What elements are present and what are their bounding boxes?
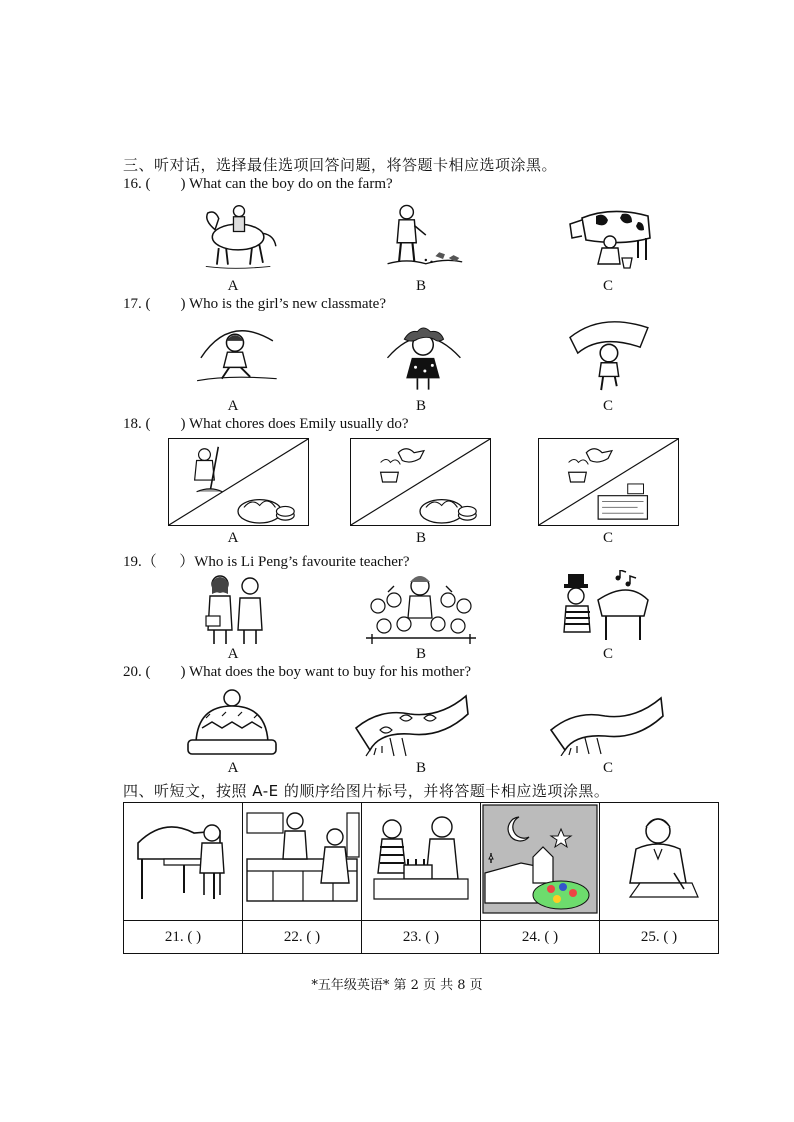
patterned-scarf-icon [350, 688, 472, 758]
family-cooking-icon [243, 803, 362, 921]
girl-jumping-rope-short-hair-icon [190, 320, 280, 392]
option-b: B [415, 760, 426, 776]
boy-feeding-chickens-icon [378, 200, 466, 274]
boy-milking-cow-icon [558, 198, 658, 274]
label-22: 22. ( ) [243, 921, 362, 954]
question-19: 19.（ ）Who is Li Peng’s favourite teacher? [123, 554, 410, 570]
girl-curly-hair-icon [380, 320, 466, 392]
question-20: 20. ( ) What does the boy want to buy for his mother? [123, 664, 471, 680]
girl-playing-piano-icon [124, 803, 243, 921]
option-a: A [227, 646, 239, 662]
option-a: A [227, 530, 239, 546]
option-c: C [602, 398, 613, 414]
option-a: A [227, 760, 239, 776]
label-23: 23. ( ) [362, 921, 481, 954]
night-park-icon [481, 803, 600, 921]
label-21: 21. ( ) [124, 921, 243, 954]
knit-hat-icon [182, 688, 282, 758]
section4-heading: 四、听短文，按照 A-E 的顺序给图片标号，并将答题卡相应选项涂黑。 [123, 782, 610, 800]
option-b: B [415, 646, 426, 662]
option-b: B [415, 398, 426, 414]
page-footer: *五年级英语* 第 2 页 共 8 页 [311, 978, 483, 993]
girl-jumping-rope-icon [562, 318, 652, 392]
option-a: A [227, 278, 239, 294]
option-c: C [602, 646, 613, 662]
option-c: C [602, 760, 613, 776]
option-a: A [227, 398, 239, 414]
question-16: 16. ( ) What can the boy do on the farm? [123, 176, 393, 192]
question-17: 17. ( ) Who is the girl’s new classmate? [123, 296, 386, 312]
option-b: B [415, 530, 426, 546]
teacher-with-students-icon [362, 572, 480, 644]
water-flowers-and-clean-room-icon [538, 438, 679, 526]
water-flowers-and-wash-dishes-icon [350, 438, 491, 526]
option-c: C [602, 530, 613, 546]
playing-chess-icon [362, 803, 481, 921]
plain-scarf-icon [545, 690, 667, 756]
two-teachers-icon [200, 572, 270, 646]
question-18: 18. ( ) What chores does Emily usually do? [123, 416, 409, 432]
boy-writing-icon [600, 803, 719, 921]
label-24: 24. ( ) [481, 921, 600, 954]
sweep-and-wash-dishes-icon [168, 438, 309, 526]
label-25: 25. ( ) [600, 921, 719, 954]
music-teacher-piano-icon [558, 570, 654, 644]
option-b: B [415, 278, 426, 294]
boy-riding-horse-icon [196, 202, 282, 272]
option-c: C [602, 278, 613, 294]
section3-heading: 三、听对话，选择最佳选项回答问题，将答题卡相应选项涂黑。 [123, 156, 558, 174]
picture-ordering-table [123, 802, 719, 954]
